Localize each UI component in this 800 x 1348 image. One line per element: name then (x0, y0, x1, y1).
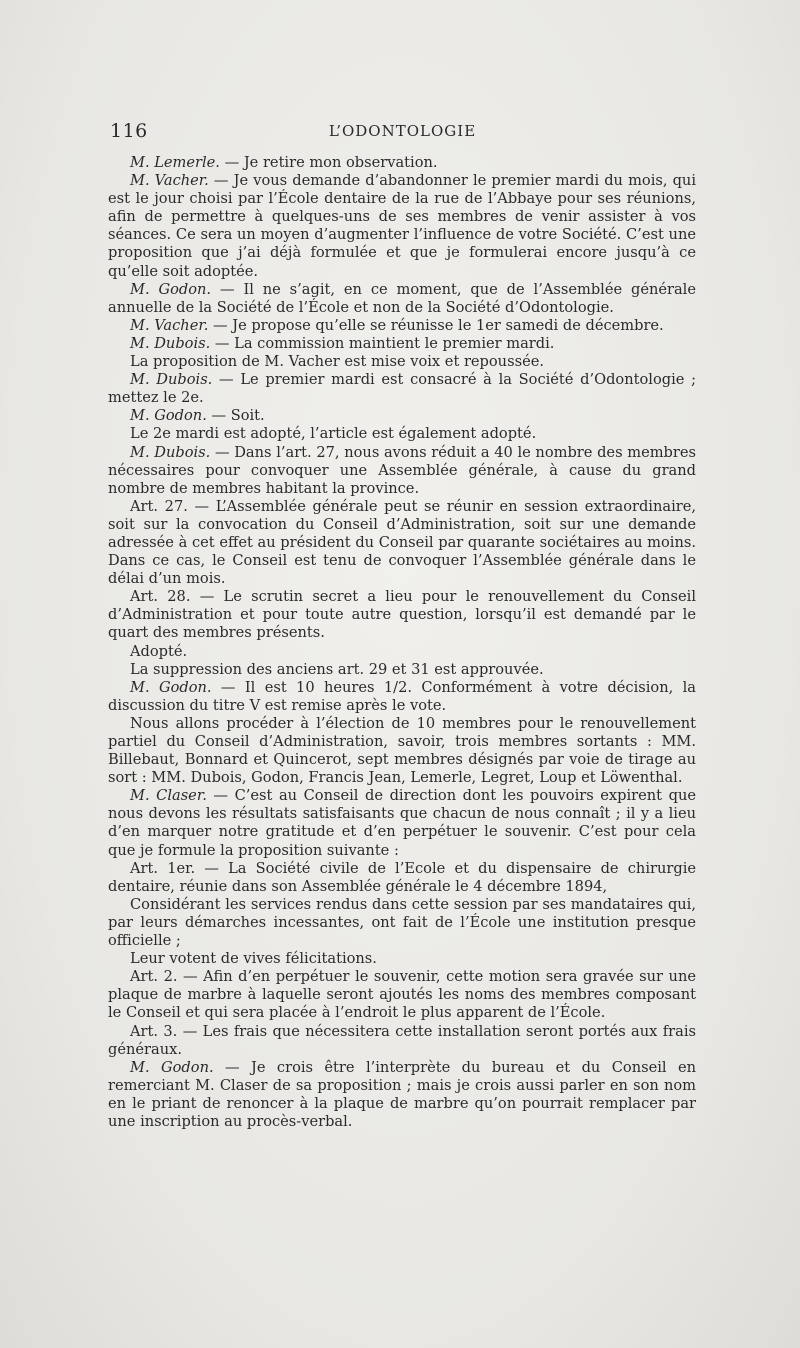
paragraph (108, 588, 696, 642)
speaker-name: M. Godon. (130, 678, 212, 696)
paragraph-text: Art. 2. — Afin d’en perpétuer le souvenir, cette motion sera gravée sur une plaque de marbre à laquelle seront ajoutés les noms des membres composant le Conseil et qui sera placée à l’endroit le plus apparent de l’École. (108, 968, 696, 1022)
paragraph (108, 679, 696, 715)
speaker-name: M. Dubois. (130, 334, 211, 352)
speaker-name: M. Godon. (130, 407, 207, 425)
paragraph-text: — La commission maintient le premier mardi. (210, 334, 555, 352)
speaker-name: M. Godon. (130, 1058, 214, 1076)
paragraph-text: — C’est au Conseil de direction dont les pouvoirs expirent que nous devons les résultats satisfaisants que chacun de nous connaît ; il y a lieu d’en marquer notre gratitude et d’en perpétuer le souvenir. C’est pour cela que je formule la proposition suivante : (108, 787, 696, 859)
paragraph (108, 1059, 696, 1131)
paragraph-text: La suppression des anciens art. 29 et 31 est approuvée. (130, 660, 544, 678)
paragraph (108, 950, 696, 968)
paragraph (108, 787, 696, 859)
paragraph (108, 154, 696, 172)
paragraph-text: — Dans l’art. 27, nous avons réduit a 40 le nombre des membres nécessaires pour convoquer une Assemblée générale, à cause du grand nombre de membres habitant la province. (108, 443, 696, 497)
paragraph (108, 172, 696, 281)
speaker-name: M. Vacher. (130, 172, 209, 190)
paragraph (108, 715, 696, 787)
paragraph (108, 335, 696, 353)
paragraph-text: — Il ne s’agit, en ce moment, que de l’Assemblée générale annuelle de la Société de l’École et non de la Société d’Odontologie. (108, 280, 696, 316)
body-text (108, 154, 696, 1131)
speaker-name: M. Claser. (130, 787, 207, 805)
speaker-name: M. Lemerle. (130, 154, 220, 171)
paragraph-text: — Je retire mon observation. (219, 154, 438, 171)
paragraph-text: — Soit. (206, 407, 265, 425)
paragraph (108, 407, 696, 425)
paragraph-text: La proposition de M. Vacher est mise voix et repoussée. (130, 353, 544, 371)
paragraph-text: Adopté. (130, 642, 188, 660)
paragraph (108, 371, 696, 407)
paragraph (108, 860, 696, 896)
paragraph (108, 661, 696, 679)
speaker-name: M. Godon. (130, 280, 212, 298)
paragraph (108, 281, 696, 317)
paragraph (108, 444, 696, 498)
paragraph (108, 896, 696, 950)
paragraph-text: — Il est 10 heures 1/2. Conformément à votre décision, la discussion du titre V est remise après le vote. (108, 678, 696, 714)
paragraph-text: — Je propose qu’elle se réunisse le 1er samedi de décembre. (208, 316, 664, 334)
paragraph-text: Considérant les services rendus dans cette session par ses mandataires qui, par leurs démarches incessantes, ont fait de l’École une institution presque officielle ; (108, 895, 696, 950)
paragraph-text: — Le premier mardi est consacré à la Société d’Odontologie ; mettez le 2e. (108, 371, 697, 407)
speaker-name: M. Dubois. (130, 371, 213, 389)
paragraph (108, 968, 696, 1022)
paragraph-text: Art. 3. — Les frais que nécessitera cette installation seront portés aux frais généraux. (108, 1022, 696, 1058)
speaker-name: M. Dubois. (130, 443, 211, 461)
paragraph-text: Art. 28. — Le scrutin secret a lieu pour le renouvellement du Conseil d’Administration et pour toute autre question, lorsqu’il est demandé par le quart des membres présents. (108, 588, 696, 642)
paragraph-text: Art. 27. — L’Assemblée générale peut se réunir en session extraordinaire, soit sur la convocation du Conseil d’Administration, soit sur une demande adressée à cet effet au président du Conseil par quarante sociétaires au moins. Dans ce cas, le Conseil est tenu de convoquer l’Assemblée générale dans le délai d’un mois. (108, 497, 696, 588)
paragraph-text: Leur votent de vives félicitations. (130, 950, 377, 968)
paragraph (108, 498, 696, 588)
paragraph (108, 353, 696, 371)
paragraph-text: Le 2e mardi est adopté, l’article est également adopté. (130, 425, 537, 443)
paragraph (108, 425, 696, 443)
paragraph-text: — Je crois être l’interprète du bureau et du Conseil en remerciant M. Claser de sa proposition ; mais je crois aussi parler en son nom en le priant de renoncer à la plaque de marbre qu’on pourrait remplacer par une inscription au procès-verbal. (108, 1058, 696, 1130)
paragraph-text: Art. 1er. — La Société civile de l’Ecole et du dispensaire de chirurgie dentaire, réunie dans son Assemblée générale le 4 décembre 1894, (108, 859, 696, 895)
paragraph-text: Nous allons procéder à l’élection de 10 membres pour le renouvellement partiel du Conseil d’Administration, savoir, trois membres sortants : MM. Billebaut, Bonnard et Quincerot, sept membres désignés par voie de tirage au sort : MM. Dubois, Godon, Francis Jean, Lemerle, Legret, Loup et Löwenthal. (108, 714, 696, 787)
page-number: 116 (110, 120, 148, 142)
paragraph (108, 1023, 696, 1059)
paragraph (108, 317, 696, 335)
paragraph (108, 643, 696, 661)
running-title: L’ODONTOLOGIE (328, 122, 477, 140)
speaker-name: M. Vacher. (130, 316, 209, 334)
paragraph-text: — Je vous demande d’abandonner le premier mardi du mois, qui est le jour choisi par l’École dentaire de la rue de l’Abbaye pour ses réunions, afin de permettre à quelques-uns de ses membres de venir assister à vos séances. Ce sera un moyen d’augmenter l’influence de votre Société. C’est une proposition que j’ai déjà formulée et que je formulerai encore jusqu’à ce qu’elle soit adoptée. (108, 172, 696, 280)
